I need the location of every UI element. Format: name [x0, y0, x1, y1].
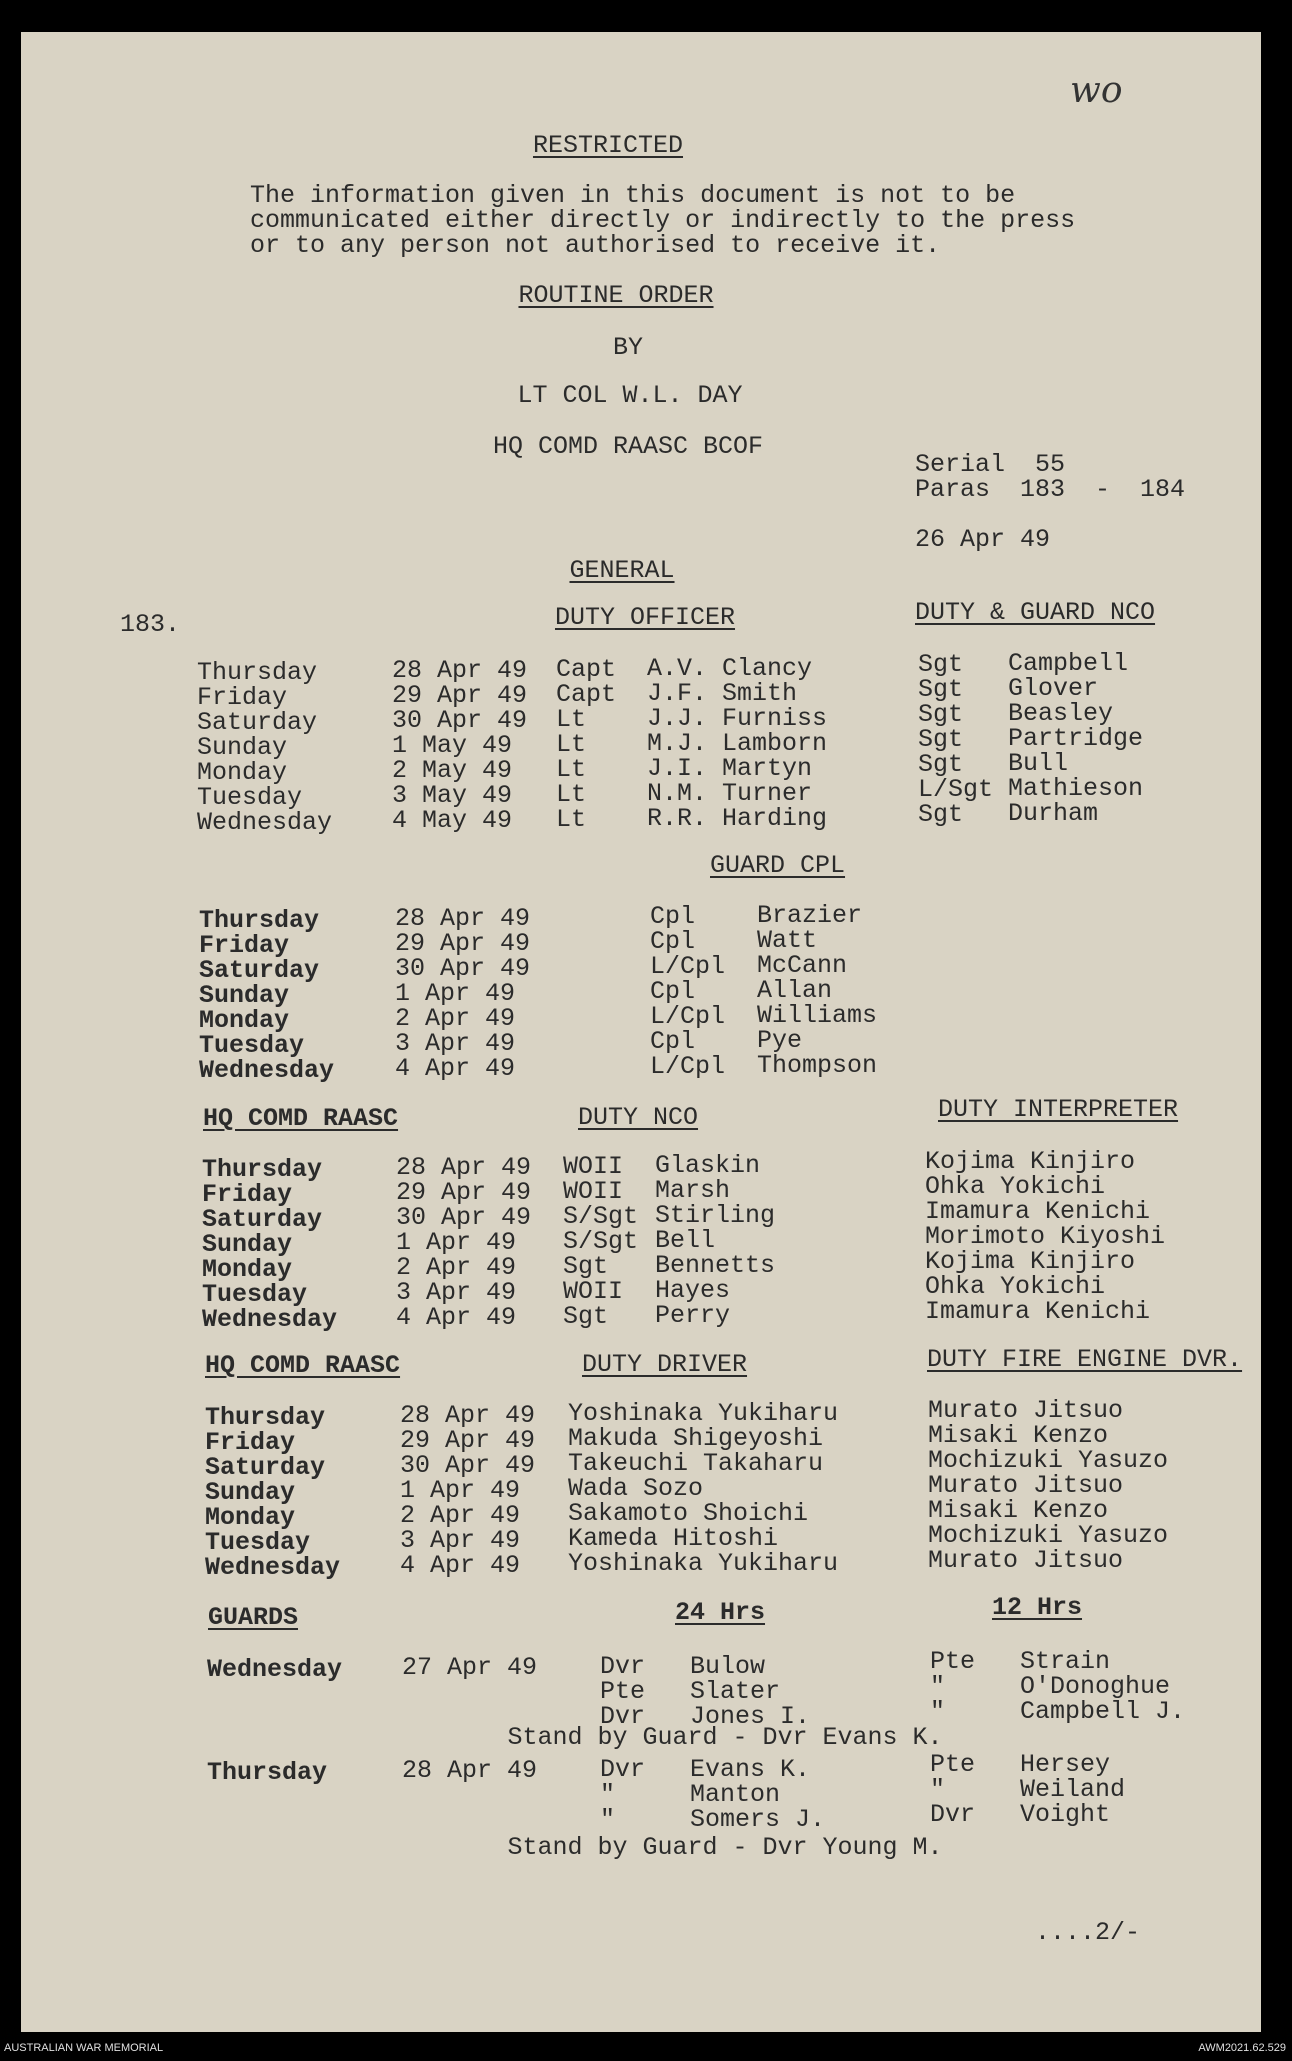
duty-driver-date: 1 Apr 49 [400, 1476, 521, 1505]
guard-cpl-day: Wednesday [199, 1056, 335, 1085]
guards-date: 28 Apr 49 [402, 1756, 538, 1785]
guards-day: Thursday [207, 1758, 328, 1787]
duty-driver-day: Tuesday [205, 1528, 311, 1557]
duty-nco-rank: WOII [563, 1177, 624, 1206]
interpreter-name: Morimoto Kiyoshi [925, 1222, 1166, 1251]
duty-officer-name: J.J. Furniss [647, 704, 828, 733]
guards-12-name: O'Donoghue [1020, 1672, 1171, 1701]
guards-24-rank: Pte [600, 1677, 646, 1706]
duty-nco-rank: WOII [563, 1152, 624, 1181]
guard-nco-name: Partridge [1008, 724, 1144, 753]
fire-engine-name: Misaki Kenzo [928, 1421, 1109, 1450]
duty-officer-rank: Lt [556, 780, 587, 809]
order-officer: LT COL W.L. DAY [517, 381, 743, 410]
guards-24-name: Manton [690, 1780, 781, 1809]
guards-24-name: Somers J. [690, 1805, 826, 1834]
guards-12-name: Voight [1020, 1800, 1111, 1829]
general-heading: GENERAL [569, 556, 675, 585]
duty-nco-day: Monday [202, 1255, 293, 1284]
guard-nco-rank: Sgt [918, 675, 964, 704]
duty-guard-nco-heading: DUTY & GUARD NCO [915, 598, 1156, 627]
serial-number: Serial 55 [915, 450, 1066, 479]
duty-officer-rank: Lt [556, 755, 587, 784]
duty-officer-day: Monday [197, 758, 288, 787]
guards-24-rank: Dvr [600, 1755, 646, 1784]
guard-cpl-day: Saturday [199, 956, 320, 985]
duty-driver-name: Wada Sozo [568, 1474, 704, 1503]
duty-driver-date: 30 Apr 49 [400, 1451, 536, 1480]
duty-officer-date: 4 May 49 [392, 806, 513, 835]
guard-cpl-day: Tuesday [199, 1031, 305, 1060]
duty-officer-day: Saturday [197, 708, 318, 737]
duty-nco-date: 1 Apr 49 [396, 1228, 517, 1257]
duty-nco-rank: S/Sgt [563, 1227, 639, 1256]
guard-nco-name: Durham [1008, 799, 1099, 828]
order-by: BY [612, 333, 644, 362]
notice-line: The information given in this document is not to be [250, 181, 1016, 210]
duty-nco-date: 28 Apr 49 [396, 1153, 532, 1182]
guards-day: Wednesday [207, 1655, 343, 1684]
guard-nco-name: Glover [1008, 674, 1099, 703]
duty-driver-day: Wednesday [205, 1553, 341, 1582]
standby-guard: Stand by Guard - Dvr Young M. [507, 1833, 943, 1862]
duty-officer-heading: DUTY OFFICER [554, 603, 736, 632]
duty-driver-name: Sakamoto Shoichi [568, 1499, 809, 1528]
guard-cpl-day: Friday [199, 931, 290, 960]
duty-officer-date: 2 May 49 [392, 756, 513, 785]
guard-cpl-date: 2 Apr 49 [395, 1004, 516, 1033]
duty-nco-day: Sunday [202, 1230, 293, 1259]
duty-nco-unit-heading: HQ COMD RAASC [203, 1104, 399, 1133]
duty-officer-day: Wednesday [197, 808, 333, 837]
duty-nco-name: Bell [655, 1226, 716, 1255]
duty-nco-day: Wednesday [202, 1305, 338, 1334]
fire-engine-name: Mochizuki Yasuzo [928, 1521, 1169, 1550]
duty-officer-name: R.R. Harding [647, 804, 828, 833]
duty-nco-date: 30 Apr 49 [396, 1203, 532, 1232]
guard-nco-name: Campbell [1008, 649, 1129, 678]
interpreter-name: Ohka Yokichi [925, 1172, 1106, 1201]
guards-12-rank: Pte [930, 1647, 976, 1676]
footer-left: AUSTRALIAN WAR MEMORIAL [4, 2042, 164, 2054]
duty-nco-rank: S/Sgt [563, 1202, 639, 1231]
duty-nco-day: Friday [202, 1180, 293, 1209]
guards-24-rank: Dvr [600, 1702, 646, 1731]
duty-officer-rank: Lt [556, 730, 587, 759]
interpreter-name: Kojima Kinjiro [925, 1147, 1136, 1176]
guards-24hrs-heading: 24 Hrs [675, 1598, 766, 1627]
duty-driver-name: Yoshinaka Yukiharu [568, 1549, 839, 1578]
guards-12-rank: Pte [930, 1750, 976, 1779]
interpreter-name: Imamura Kenichi [925, 1197, 1151, 1226]
guards-24-name: Jones I. [690, 1702, 811, 1731]
duty-driver-day: Friday [205, 1428, 296, 1457]
duty-nco-date: 2 Apr 49 [396, 1253, 517, 1282]
guard-cpl-rank: L/Cpl [650, 952, 726, 981]
fire-engine-name: Murato Jitsuo [928, 1471, 1124, 1500]
guards-12-rank: " [930, 1672, 946, 1701]
guards-12-rank: " [930, 1697, 946, 1726]
duty-interpreter-heading: DUTY INTERPRETER [938, 1095, 1179, 1124]
guard-cpl-day: Thursday [199, 906, 320, 935]
duty-officer-rank: Lt [556, 705, 587, 734]
duty-driver-date: 28 Apr 49 [400, 1401, 536, 1430]
duty-officer-rank: Capt [556, 680, 617, 709]
duty-officer-rank: Lt [556, 805, 587, 834]
guard-nco-rank: Sgt [918, 750, 964, 779]
guard-cpl-rank: Cpl [650, 1027, 696, 1056]
order-title: ROUTINE ORDER [518, 281, 714, 310]
duty-officer-date: 1 May 49 [392, 731, 513, 760]
fire-engine-name: Murato Jitsuo [928, 1546, 1124, 1575]
duty-driver-date: 4 Apr 49 [400, 1551, 521, 1580]
guards-12-name: Strain [1020, 1647, 1111, 1676]
order-unit: HQ COMD RAASC BCOF [492, 432, 764, 461]
duty-nco-name: Perry [655, 1301, 731, 1330]
duty-officer-day: Thursday [197, 658, 318, 687]
guard-nco-name: Beasley [1008, 699, 1114, 728]
standby-guard: Stand by Guard - Dvr Evans K. [507, 1723, 943, 1752]
duty-officer-date: 29 Apr 49 [392, 681, 528, 710]
fire-engine-name: Mochizuki Yasuzo [928, 1446, 1169, 1475]
notice-line: communicated either directly or indirectly to the press [250, 206, 1076, 235]
duty-nco-name: Bennetts [655, 1251, 776, 1280]
guard-nco-name: Bull [1008, 749, 1069, 778]
duty-officer-date: 28 Apr 49 [392, 656, 528, 685]
duty-nco-rank: Sgt [563, 1302, 609, 1331]
guard-cpl-name: Thompson [757, 1051, 878, 1080]
guard-nco-name: Mathieson [1008, 774, 1144, 803]
duty-fire-engine-heading: DUTY FIRE ENGINE DVR. [927, 1345, 1243, 1374]
guards-12-rank: " [930, 1775, 946, 1804]
guards-24-rank: Dvr [600, 1652, 646, 1681]
duty-nco-day: Tuesday [202, 1280, 308, 1309]
duty-nco-name: Marsh [655, 1176, 731, 1205]
guard-cpl-name: Watt [757, 926, 818, 955]
guards-24-rank: " [600, 1805, 616, 1834]
duty-officer-name: N.M. Turner [647, 779, 813, 808]
footer-right: AWM2021.62.529 [1198, 2042, 1286, 2054]
guards-24-rank: " [600, 1780, 616, 1809]
duty-driver-day: Monday [205, 1503, 296, 1532]
guard-cpl-date: 1 Apr 49 [395, 979, 516, 1008]
duty-driver-day: Saturday [205, 1453, 326, 1482]
guards-12hrs-heading: 12 Hrs [992, 1593, 1083, 1622]
duty-nco-day: Thursday [202, 1155, 323, 1184]
guard-cpl-name: Williams [757, 1001, 878, 1030]
guard-cpl-date: 3 Apr 49 [395, 1029, 516, 1058]
interpreter-name: Ohka Yokichi [925, 1272, 1106, 1301]
duty-driver-heading: DUTY DRIVER [582, 1350, 748, 1379]
duty-officer-day: Sunday [197, 733, 288, 762]
interpreter-name: Imamura Kenichi [925, 1297, 1151, 1326]
notice-line: or to any person not authorised to receive it. [250, 231, 941, 260]
duty-driver-name: Makuda Shigeyoshi [568, 1424, 824, 1453]
duty-nco-heading: DUTY NCO [578, 1103, 699, 1132]
duty-officer-day: Friday [197, 683, 288, 712]
duty-nco-name: Glaskin [655, 1151, 761, 1180]
duty-driver-day: Thursday [205, 1403, 326, 1432]
handwritten-annotation: wo [1070, 70, 1123, 111]
guard-nco-rank: Sgt [918, 700, 964, 729]
duty-driver-name: Yoshinaka Yukiharu [568, 1399, 839, 1428]
duty-officer-date: 3 May 49 [392, 781, 513, 810]
guard-cpl-rank: L/Cpl [650, 1002, 726, 1031]
guard-cpl-day: Monday [199, 1006, 290, 1035]
guard-cpl-rank: Cpl [650, 902, 696, 931]
guard-cpl-name: Pye [757, 1026, 803, 1055]
guard-nco-rank: Sgt [918, 650, 964, 679]
guard-cpl-name: Allan [757, 976, 833, 1005]
guards-24-name: Bulow [690, 1652, 766, 1681]
duty-nco-name: Stirling [655, 1201, 776, 1230]
guard-cpl-rank: Cpl [650, 927, 696, 956]
guards-12-rank: Dvr [930, 1800, 976, 1829]
duty-officer-name: A.V. Clancy [647, 654, 813, 683]
duty-officer-name: M.J. Lamborn [647, 729, 828, 758]
guards-24-name: Slater [690, 1677, 781, 1706]
duty-nco-rank: WOII [563, 1277, 624, 1306]
guards-12-name: Weiland [1020, 1775, 1126, 1804]
classification-heading: RESTRICTED [532, 131, 684, 160]
guard-cpl-name: McCann [757, 951, 848, 980]
duty-officer-name: J.F. Smith [647, 679, 798, 708]
duty-nco-rank: Sgt [563, 1252, 609, 1281]
duty-driver-unit-heading: HQ COMD RAASC [205, 1351, 401, 1380]
duty-nco-date: 4 Apr 49 [396, 1303, 517, 1332]
paras-range: Paras 183 - 184 [915, 475, 1186, 504]
duty-driver-date: 3 Apr 49 [400, 1526, 521, 1555]
guards-12-name: Hersey [1020, 1750, 1111, 1779]
duty-driver-date: 29 Apr 49 [400, 1426, 536, 1455]
order-date: 26 Apr 49 [915, 525, 1051, 554]
duty-officer-date: 30 Apr 49 [392, 706, 528, 735]
guard-cpl-heading: GUARD CPL [710, 851, 846, 880]
guards-12-name: Campbell J. [1020, 1697, 1186, 1726]
guard-cpl-rank: Cpl [650, 977, 696, 1006]
page-continuation: ....2/- [1035, 1918, 1141, 1947]
guard-nco-rank: Sgt [918, 800, 964, 829]
para-number: 183. [120, 610, 181, 639]
duty-driver-date: 2 Apr 49 [400, 1501, 521, 1530]
duty-nco-date: 3 Apr 49 [396, 1278, 517, 1307]
guard-cpl-date: 29 Apr 49 [395, 929, 531, 958]
duty-officer-name: J.I. Martyn [647, 754, 813, 783]
duty-driver-name: Takeuchi Takaharu [568, 1449, 824, 1478]
guards-heading: GUARDS [208, 1603, 299, 1632]
guard-nco-rank: L/Sgt [918, 775, 994, 804]
interpreter-name: Kojima Kinjiro [925, 1247, 1136, 1276]
duty-nco-date: 29 Apr 49 [396, 1178, 532, 1207]
fire-engine-name: Murato Jitsuo [928, 1396, 1124, 1425]
duty-officer-rank: Capt [556, 655, 617, 684]
guard-nco-rank: Sgt [918, 725, 964, 754]
guard-cpl-day: Sunday [199, 981, 290, 1010]
guard-cpl-name: Brazier [757, 901, 863, 930]
duty-driver-day: Sunday [205, 1478, 296, 1507]
guards-date: 27 Apr 49 [402, 1653, 538, 1682]
fire-engine-name: Misaki Kenzo [928, 1496, 1109, 1525]
duty-driver-name: Kameda Hitoshi [568, 1524, 779, 1553]
guard-cpl-date: 4 Apr 49 [395, 1054, 516, 1083]
guards-24-name: Evans K. [690, 1755, 811, 1784]
duty-nco-name: Hayes [655, 1276, 731, 1305]
guard-cpl-date: 28 Apr 49 [395, 904, 531, 933]
duty-nco-day: Saturday [202, 1205, 323, 1234]
guard-cpl-date: 30 Apr 49 [395, 954, 531, 983]
guard-cpl-rank: L/Cpl [650, 1052, 726, 1081]
duty-officer-day: Tuesday [197, 783, 303, 812]
